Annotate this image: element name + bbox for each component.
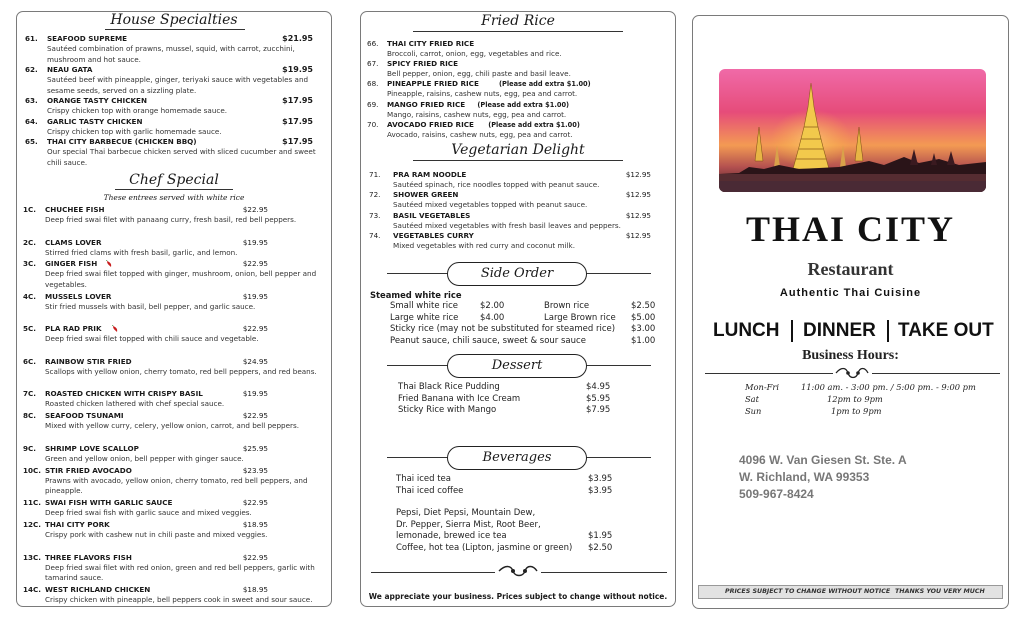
item-number: 3C. [23,259,37,269]
menu-item [361,211,675,221]
item-description-text: Deep fried swai filet with red onion, green and red bell peppers, garlic with tamarind sauce. [45,562,315,583]
item-name: WEST RICHLAND CHICKEN [45,585,151,595]
beverage-label: Dr. Pepper, Sierra Mist, Root Beer, [396,519,541,530]
item-number: 70. [367,119,379,129]
item-price: $18.95 [242,520,268,530]
dessert-label: Thai Black Rice Pudding [398,382,500,392]
address-line: W. Richland, WA 99353 [739,470,870,484]
item-price: $12.95 [625,190,651,200]
divider-line [371,572,495,573]
item-price: $19.95 [242,237,268,247]
side-item-label: Brown rice [544,301,590,311]
side-item-label: Sticky rice (may not be substituted for steamed rice) [390,324,616,334]
item-price: $22.95 [242,259,268,269]
item-price: $23.95 [242,465,268,475]
divider-line [541,572,667,573]
item-description-text: Crispy pork with cashew nut in chili paste and mixed veggies. [45,530,268,540]
item-price: $12.95 [625,210,651,220]
item-price: $19.95 [282,65,313,74]
menu-item [17,389,331,399]
service-divider [791,320,793,342]
services-bar [705,317,999,345]
menu-item [17,137,331,147]
side-item-price: $2.00 [480,301,505,311]
item-name: CLAMS LOVER [45,237,102,247]
menu-item [17,292,331,302]
hours-day: Sun [745,406,762,416]
item-description-text: Deep fried swai fish with garlic sauce and mixed veggies. [45,508,252,518]
temple-sunset-photo [719,69,986,192]
service-lunch: LUNCH [713,320,780,341]
item-number: 7C. [23,389,37,399]
dessert-price: $4.95 [586,382,611,392]
item-description-text: Deep fried swai filet topped with chili sauce and vegetable. [45,334,259,344]
item-name: THAI CITY PORK [45,520,110,530]
item-name: THAI CITY FRIED RICE [387,39,475,48]
hours-day: Sat [745,394,759,404]
item-description-text: Our special Thai barbecue chicken served with sliced cucumber and sweet chili sauce. [47,147,316,167]
service-dinner: DINNER [803,320,876,341]
item-price: $22.95 [242,552,268,562]
side-item-label: Small white rice [390,301,459,311]
item-name: SWAI FISH WITH GARLIC SAUCE [45,498,173,508]
service-takeout: TAKE OUT [898,320,994,341]
item-name: RAINBOW STIR FRIED [45,356,132,366]
item-description-text: Broccoli, carrot, onion, egg, vegetables and rice. [387,49,562,58]
item-name: PLA RAD PRIK [45,324,102,334]
menu-item [361,231,675,241]
item-name: PRA RAM NOODLE [393,170,467,179]
item-description-text: Crispy chicken top with orange homemade sauce. [47,106,228,115]
dessert-price: $7.95 [586,405,611,415]
menu-item [17,117,331,127]
item-number: 67. [367,59,379,69]
item-number: 62. [25,65,38,74]
item-description-text: Mixed with yellow curry, celery, yellow onion, carrot, and bell peppers. [45,421,300,431]
hours-time: 12pm to 9pm [827,394,883,404]
item-description-text: Sautéed spinach, rice noodles topped with peanut sauce. [393,180,600,189]
steamed-rice-title: Steamed white rice [370,290,462,300]
heading-underline [413,160,623,161]
item-description-text: Deep fried swai filet with panaang curry, fresh basil, red bell peppers. [45,215,297,224]
item-name: SHRIMP LOVE SCALLOP [45,443,139,453]
item-description-text: Sautéed mixed vegetables with fresh basil leaves and peppers. [393,220,621,230]
item-number: 68. [367,79,379,89]
chef-special-subtitle: These entrees served with white rice [103,193,245,202]
beverage-label: lemonade, brewed ice tea [396,531,507,541]
menu-item [361,100,675,110]
item-name: SEAFOOD SUPREME [47,34,128,43]
footer-note: We appreciate your business. Prices subject to change without notice. [368,592,668,601]
hours-time: 1pm to 9pm [831,406,882,416]
item-price: $21.95 [282,34,313,43]
item-number: 10C. [23,465,42,475]
item-name: NEAU GATA [47,65,93,74]
item-description-text: Crispy chicken with pineapple, bell peppers cook in sweet and sour sauce. [45,595,313,605]
beverages-heading: Beverages [447,446,587,470]
menu-item [17,357,331,367]
menu-item [17,553,331,563]
item-price: $17.95 [282,137,313,146]
item-name: ORANGE TASTY CHICKEN [47,96,147,105]
item-price: $25.95 [242,443,268,453]
item-name: BASIL VEGETABLES [393,210,471,220]
item-number: 12C. [23,520,42,530]
menu-item [17,65,331,75]
item-description-text: Stir fried mussels with basil, bell pepper, and garlic sauce. [45,301,256,311]
menu-item [17,238,331,248]
item-price: $18.95 [242,585,268,595]
dessert-label: Fried Banana with Ice Cream [398,393,521,404]
item-price: $12.95 [625,170,651,179]
item-name: CHUCHEE FISH [45,205,105,214]
swirl-ornament-icon [834,366,870,383]
item-number: 69. [367,99,379,109]
item-description-text: Stirred fried clams with fresh basil, garlic, and lemon. [45,247,238,257]
house-specialties-heading: House Specialties [110,12,238,28]
item-description-text: Scallops with yellow onion, cherry tomato, red bell peppers, and red beans. [45,366,317,376]
item-number: 11C. [23,498,42,508]
item-description-text: Pineapple, raisins, cashew nuts, egg, pea and carrot. [387,89,578,99]
item-name: SHOWER GREEN [393,190,459,200]
item-number: 8C. [23,411,37,421]
item-price: $22.95 [242,498,268,508]
footer-strip [698,585,1003,599]
item-name: SPICY FRIED RICE [387,59,458,69]
beverage-label: Pepsi, Diet Pepsi, Mountain Dew, [396,508,536,518]
item-description-text: Bell pepper, onion, egg, chili paste and basil leave. [387,69,571,79]
item-number: 14C. [23,585,42,595]
item-price: $19.95 [242,389,268,399]
heading-underline [105,29,245,30]
divider-line [872,373,1000,374]
side-item-label: Large Brown rice [544,312,616,323]
item-number: 61. [25,34,38,43]
item-number: 74. [369,230,381,240]
cover-panel [692,15,1009,609]
hours-time: 11:00 am. - 3:00 pm. / 5:00 pm. - 9:00 pm [801,382,976,392]
item-description-text: Sautéed mixed vegetables topped with peanut sauce. [393,200,588,210]
item-price: $22.95 [242,205,268,214]
item-number: 66. [367,39,379,48]
heading-underline [413,31,623,32]
item-price-note: (Please add extra $1.00) [499,80,591,89]
side-item-price: $4.00 [480,312,505,323]
vegetarian-delight-heading: Vegetarian Delight [451,142,585,158]
menu-item [361,59,675,69]
menu-item [361,170,675,180]
item-description-text: Deep fried swai filet topped with ginger, mushroom, onion, bell pepper and vegetables. [45,269,317,289]
item-name: AVOCADO FRIED RICE [387,119,474,129]
item-price: $22.95 [242,411,268,421]
menu-item [17,585,331,595]
item-number: 73. [369,210,381,220]
item-description-text: Prawns with avocado, yellow onion, cherry tomato, red bell peppers, and pineapple. [45,475,308,496]
item-number: 72. [369,190,381,200]
item-number: 6C. [23,356,37,366]
item-price: $22.95 [242,324,268,334]
item-name: VEGETABLES CURRY [393,230,474,240]
item-number: 4C. [23,291,37,301]
menu-item [361,120,675,130]
beverage-price: $3.95 [588,485,613,496]
side-item-label: Peanut sauce, chili sauce, sweet & sour sauce [390,335,586,346]
item-price-note: (Please add extra $1.00) [477,100,570,109]
item-description-text: Green and yellow onion, bell pepper with ginger sauce. [45,453,244,463]
restaurant-name: THAI CITY [745,209,956,249]
item-description-text: Roasted chicken lathered with chef special sauce. [45,399,225,409]
item-description-text: Mango, raisins, cashew nuts, egg, pea and carrot. [387,109,567,119]
item-number: 2C. [23,237,37,247]
heading-underline [115,189,233,190]
menu-item [17,96,331,106]
footer-right-text: THANKS YOU VERY MUCH [895,588,985,595]
item-name: SEAFOOD TSUNAMI [45,411,124,421]
item-name: GINGER FISH [45,259,98,269]
phone-number: 509-967-8424 [739,487,814,501]
chef-special-heading: Chef Special [129,172,219,188]
item-name: THAI CITY BARBECUE (CHICKEN BBQ) [47,137,197,146]
beverage-price: $1.95 [588,531,613,541]
item-name: STIR FRIED AVOCADO [45,465,132,475]
item-name: MUSSELS LOVER [45,291,112,301]
item-price: $24.95 [242,356,268,366]
item-price: $19.95 [242,291,268,301]
item-price: $17.95 [282,116,313,126]
item-name: ROASTED CHICKEN WITH CRISPY BASIL [45,389,203,399]
menu-item [17,34,331,44]
item-price: $12.95 [625,230,651,240]
swirl-ornament-icon [497,564,539,581]
menu-item [17,498,331,508]
dessert-heading: Dessert [447,354,587,378]
business-hours-title: Business Hours: [802,348,899,363]
restaurant-subtitle: Restaurant [807,259,894,279]
side-item-price: $3.00 [631,324,656,334]
footer-left-text: PRICES SUBJECT TO CHANGE WITHOUT NOTICE [725,588,891,595]
item-description-text: Sautéed combination of prawns, mussel, squid, with carrot, zucchini, mushroom and hot sauce. [47,44,295,64]
menu-item [17,205,331,215]
side-item-price: $5.00 [631,312,656,323]
item-number: 13C. [23,552,42,562]
item-number: 5C. [23,324,37,334]
item-description-text: Mixed vegetables with red curry and coconut milk. [393,240,575,250]
beverage-label: Thai iced tea [396,474,451,484]
menu-item [17,444,331,454]
item-description-text: Sautéed beef with pineapple, ginger, teriyaki sauce with vegetables and sesame seeds, served on a sizzling plate. [47,75,309,95]
item-price-note: (Please add extra $1.00) [488,120,580,129]
side-item-price: $2.50 [631,301,656,311]
beverage-label: Coffee, hot tea (Lipton, jasmine or green) [396,542,573,553]
item-number: 9C. [23,443,37,453]
item-description-text: Avocado, raisins, cashew nuts, egg, pea and carrot. [387,129,573,139]
menu-item [17,466,331,476]
menu-item [361,39,675,49]
menu-item [17,324,331,334]
item-name: PINEAPPLE FRIED RICE [387,79,479,89]
beverage-label: Thai iced coffee [396,485,464,496]
address-line: 4096 W. Van Giesen St. Ste. A [739,453,907,467]
beverage-price: $3.95 [588,474,613,484]
menu-item [361,79,675,89]
cuisine-tagline: Authentic Thai Cuisine [779,287,922,299]
hours-day: Mon-Fri [745,382,780,392]
dessert-price: $5.95 [586,393,611,404]
item-description-text: Crispy chicken top with garlic homemade sauce. [47,126,222,136]
service-divider [887,320,889,342]
menu-panel-house-chef [16,11,332,607]
item-price: $17.95 [282,96,313,105]
item-number: 1C. [23,205,37,214]
item-number: 63. [25,96,38,105]
menu-panel-rice-veg-sides [360,11,676,607]
item-name: GARLIC TASTY CHICKEN [47,116,143,126]
item-name: MANGO FRIED RICE [387,99,466,109]
side-order-heading: Side Order [447,262,587,286]
menu-item [17,411,331,421]
dessert-label: Sticky Rice with Mango [398,405,497,415]
menu-item [17,259,331,269]
menu-item [17,520,331,530]
side-item-label: Large white rice [390,312,459,323]
fried-rice-heading: Fried Rice [481,13,555,29]
menu-item [361,190,675,200]
beverage-price: $2.50 [588,542,613,553]
item-name: THREE FLAVORS FISH [45,552,132,562]
item-number: 71. [369,170,381,179]
item-number: 64. [25,116,38,126]
address-block [739,452,907,503]
divider-line [705,373,833,374]
side-item-price: $1.00 [631,335,656,346]
item-number: 65. [25,137,38,146]
